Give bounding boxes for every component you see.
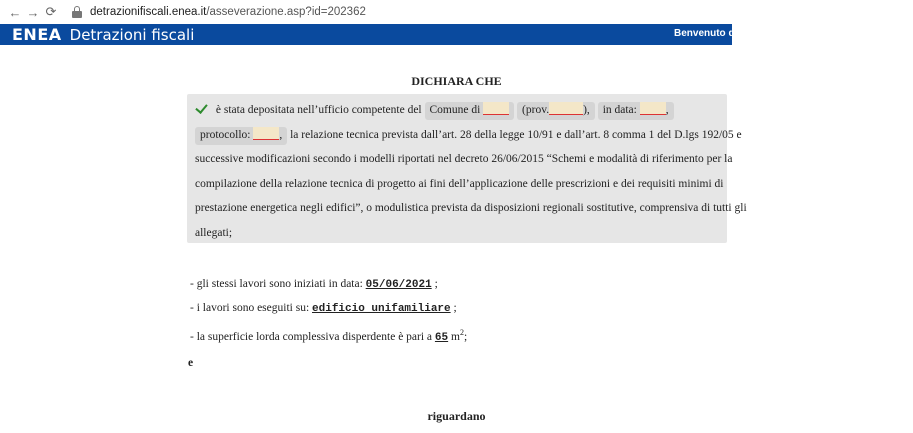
conjunction-text: e (188, 357, 194, 369)
declaration-text-1: è stata depositata nell’ufficio competente del (215, 104, 422, 116)
app-header (0, 24, 744, 45)
prov-chip (517, 102, 595, 120)
prov-label: (prov. (522, 104, 550, 116)
section-heading: DICHIARA CHE (411, 74, 502, 88)
comune-chip (425, 102, 515, 120)
building-type-label: - i lavori sono eseguiti su: (190, 302, 310, 314)
browser-address-bar (0, 0, 732, 24)
data-close: , (665, 104, 669, 116)
building-type-value: edificio unifamiliare (312, 303, 451, 315)
surface-unit: m (451, 330, 460, 343)
building-type-row (190, 302, 457, 315)
declaration-line-4: compilazione della relazione tecnica di progetto ai fini dell’applicazione delle prescrizioni e dei requisiti minimi di (195, 177, 724, 190)
declaration-line-5: prestazione energetica negli edifici”, o modulistica prevista da disposizioni regionali sostitutive, comprensiva di tutti gli (195, 202, 747, 215)
surface-value: 65 (434, 331, 449, 344)
protocollo-close: , (279, 128, 283, 141)
surface-row (190, 328, 467, 344)
start-date-label: - gli stessi lavori sono iniziati in data: (190, 278, 363, 290)
declaration-line-3: successive modificazioni secondo i modelli riportati nel decreto 26/06/2015 “Schemi e modalità di riferimento per la (195, 153, 733, 166)
declaration-box (187, 94, 747, 243)
declaration-text-2: la relazione tecnica prevista dall’art. 28 della legge 10/91 e dall’art. 8 comma 1 del D.lgs 192/05 e (290, 128, 742, 141)
surface-exponent: 2 (459, 328, 464, 337)
surface-end: ; (463, 330, 468, 343)
reload-icon[interactable]: ⟳ (45, 4, 57, 19)
declaration-line-2 (195, 123, 742, 148)
data-label: in data: (602, 104, 637, 116)
protocollo-chip (195, 127, 287, 145)
back-arrow-icon[interactable]: ← (8, 4, 22, 20)
url-path: /asseverazione.asp?id=202362 (206, 6, 366, 18)
prov-input[interactable] (549, 102, 583, 115)
url-host: detrazionifiscali.enea.it (90, 6, 207, 18)
data-input[interactable] (640, 102, 666, 115)
enea-logo[interactable]: ENEA (12, 25, 62, 44)
lock-icon[interactable] (72, 6, 82, 18)
prov-close: ), (583, 104, 590, 116)
surface-label: - la superficie lorda complessiva disperdente è pari a (190, 330, 433, 343)
start-date-row (190, 278, 438, 291)
app-title: Detrazioni fiscali (69, 25, 195, 44)
start-date-value: 05/06/2021 (365, 279, 432, 291)
building-type-end: ; (453, 302, 457, 314)
start-date-end: ; (434, 278, 438, 290)
data-chip (598, 102, 674, 120)
comune-label: Comune di (429, 104, 481, 116)
forward-arrow-icon[interactable]: → (26, 4, 40, 20)
protocollo-input[interactable] (253, 127, 279, 140)
welcome-text: Benvenuto dot (674, 28, 744, 39)
url-field[interactable] (90, 6, 366, 18)
declaration-line-1 (195, 98, 719, 123)
checkmark-icon[interactable] (195, 102, 209, 114)
section-heading-bottom: riguardano (427, 409, 486, 423)
comune-input[interactable] (483, 102, 509, 115)
protocollo-label: protocollo: (200, 128, 251, 141)
declaration-line-6: allegati; (195, 226, 233, 239)
